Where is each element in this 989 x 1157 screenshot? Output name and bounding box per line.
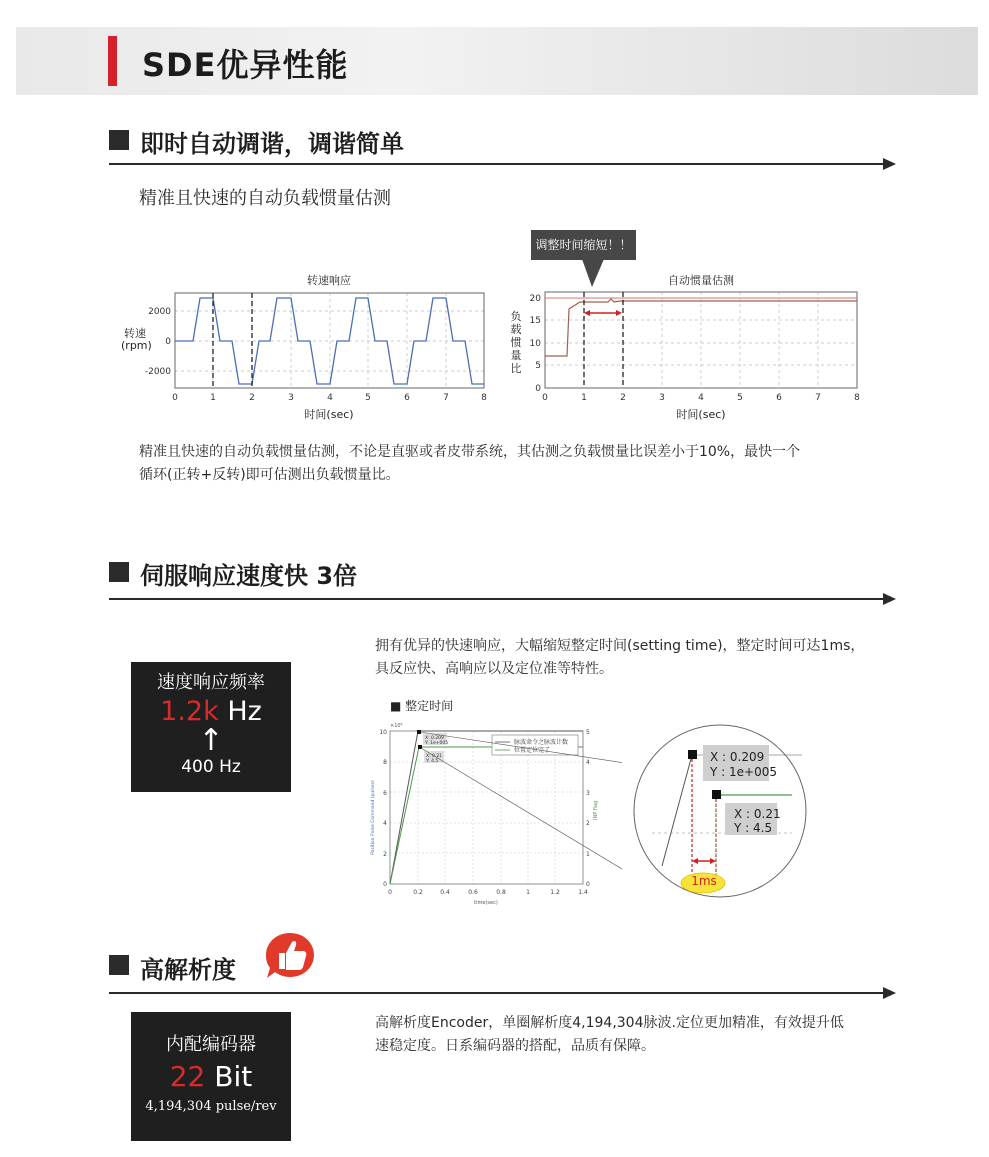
- small-xtick: 0: [388, 889, 392, 896]
- chart-settling-time: [362, 715, 622, 915]
- section1-divider: [109, 163, 885, 165]
- small-callout1-y: Y: 1e+005: [425, 741, 449, 746]
- encoder-box: [131, 1012, 291, 1141]
- encoder-box-value: 22: [169, 1060, 206, 1093]
- small-y2tick: 2: [586, 820, 590, 827]
- encoder-box-sub: 4,194,304 pulse/rev: [145, 1099, 277, 1114]
- zoom-p2-y: Y : 4.5: [734, 821, 773, 835]
- header-accent-bar: [108, 36, 117, 86]
- chart-right-ytick: 15: [529, 316, 541, 326]
- speed-box-unit: Hz: [227, 696, 262, 727]
- small-ytick: 8: [383, 759, 387, 766]
- small-xtick: 1.2: [550, 889, 560, 896]
- chart-right-ylabel: 负载惯量比: [510, 310, 522, 375]
- chart-left-xtick: 2: [249, 393, 255, 403]
- section1-title: 即时自动调谐，调谐简单: [140, 130, 404, 158]
- section1-arrow-icon: [883, 158, 896, 170]
- chart-left-ytick: -2000: [144, 367, 171, 377]
- small-y2tick: 3: [586, 790, 590, 797]
- chart-right-ytick: 0: [535, 384, 541, 394]
- chart-right-ytick: 5: [535, 361, 541, 371]
- small-ytick: 0: [383, 881, 387, 888]
- chart-right-xlabel: 时间(sec): [676, 408, 726, 421]
- speed-box-value: 1.2k: [160, 696, 219, 727]
- small-ytick: 6: [383, 790, 387, 797]
- section1-desc-line2: 循环(正转+反转)即可估测出负载惯量比。: [139, 467, 400, 483]
- small-xtick: 0.8: [496, 889, 506, 896]
- chart-speed-response: [140, 288, 500, 408]
- chart-left-xlabel: 时间(sec): [304, 408, 354, 421]
- speed-response-box: [131, 662, 291, 792]
- chart-left-ytick: 2000: [148, 307, 171, 317]
- small-callout2-x: X: 0.21: [426, 754, 443, 759]
- chart-left-title: 转速响应: [307, 274, 351, 287]
- settling-figure-title: ■ 整定时间: [390, 699, 454, 713]
- chart-right-xtick: 4: [698, 393, 704, 403]
- zoom-p1-label: [710, 750, 777, 780]
- speed-box-base: 400 Hz: [181, 757, 241, 777]
- small-ytick: 10: [379, 729, 387, 736]
- chart-right-xtick: 7: [815, 393, 821, 403]
- chart-left-xtick: 3: [288, 393, 294, 403]
- small-xlabel: time(sec): [474, 900, 498, 906]
- chart-inertia-estimate: [520, 288, 870, 408]
- small-ylabel-left: Position Pulse Command (pulses): [371, 780, 376, 855]
- section2-arrow-icon: [883, 593, 896, 605]
- chart-left-xtick: 7: [443, 393, 449, 403]
- small-y2tick: 4: [586, 759, 590, 766]
- chart-right-xtick: 5: [737, 393, 743, 403]
- thumbs-up-icon: [264, 931, 316, 981]
- section2-title: 伺服响应速度快 3倍: [140, 562, 358, 590]
- section3-divider: [109, 992, 885, 994]
- chart-left-xtick: 6: [404, 393, 410, 403]
- section2-divider: [109, 598, 885, 600]
- small-xtick: 1: [526, 889, 530, 896]
- chart-right-xtick: 1: [581, 393, 587, 403]
- chart-right-xtick: 0: [542, 393, 548, 403]
- chart-left-xtick: 1: [210, 393, 216, 403]
- chart-left-ytick: 0: [165, 337, 171, 347]
- small-legend1: 脉波命令之脉波计数: [514, 739, 569, 746]
- zoom-1ms-badge: 1ms: [691, 874, 717, 888]
- small-y2tick: 0: [586, 881, 590, 888]
- small-y2tick: 1: [586, 851, 590, 858]
- small-xtick: 1.4: [578, 889, 588, 896]
- section3-square-icon: [109, 955, 129, 975]
- small-callout2-y: Y: 4.5: [426, 759, 439, 764]
- chart-left-xtick: 5: [365, 393, 371, 403]
- zoom-p1-x: X : 0.209: [710, 750, 765, 764]
- chart-right-xtick: 2: [620, 393, 626, 403]
- chart-right-xtick: 8: [854, 393, 860, 403]
- section1-subtitle: 精准且快速的自动负载惯量估测: [139, 188, 391, 209]
- section2-square-icon: [109, 562, 129, 582]
- section3-desc-line2: 速稳定度。日系编码器的搭配，品质有保障。: [375, 1038, 655, 1054]
- chart-right-title: 自动惯量估测: [668, 274, 734, 287]
- small-y2tick: 5: [586, 729, 590, 736]
- section2-desc-line1: 拥有优异的快速响应，大幅缩短整定时间(setting time)，整定时间可达1ms，: [375, 638, 865, 654]
- page-title: SDE优异性能: [142, 46, 349, 84]
- chart-right-xtick: 6: [776, 393, 782, 403]
- section3-arrow-icon: [883, 987, 896, 999]
- small-exp-label: ×10⁵: [390, 723, 403, 729]
- zoom-p2-label: [734, 807, 781, 835]
- zoom-p2-x: X : 0.21: [734, 807, 781, 821]
- chart-right-ytick: 10: [529, 339, 541, 349]
- small-legend2: 位置定位完了: [514, 747, 551, 754]
- small-ytick: 4: [383, 820, 387, 827]
- small-ytick: 2: [383, 851, 387, 858]
- chart-left-xtick: 4: [327, 393, 333, 403]
- small-xtick: 0.6: [468, 889, 478, 896]
- speed-box-label: 速度响应频率: [157, 672, 265, 693]
- chart-left-ylabel: 转速(rpm): [121, 327, 152, 352]
- chart-left-xtick: 0: [172, 393, 178, 403]
- small-xtick: 0.4: [440, 889, 450, 896]
- chart-left-xtick: 8: [481, 393, 487, 403]
- small-callout1-x: X: 0.209: [425, 736, 444, 741]
- chart-right-ytick: 20: [529, 294, 541, 304]
- section2-desc-line2: 具反应快、高响应以及定位准等特性。: [375, 661, 613, 677]
- chart-right-xtick: 3: [659, 393, 665, 403]
- callout-bubble: 调整时间缩短！！: [531, 230, 636, 260]
- section3-desc-line1: 高解析度Encoder，单圈解析度4,194,304脉波.定位更加精准，有效提升低: [375, 1015, 844, 1031]
- section1-desc-line1: 精准且快速的自动负载惯量估测，不论是直驱或者皮带系统，其估测之负载惯量比误差小于10%，最快一个: [139, 444, 801, 460]
- section3-title: 高解析度: [140, 956, 236, 984]
- zoom-p1-y: Y : 1e+005: [710, 765, 777, 779]
- small-xtick: 0.2: [413, 889, 423, 896]
- section1-square-icon: [109, 130, 129, 150]
- small-ylabel-right: INP flag: [593, 800, 599, 820]
- up-arrow-icon: ↑: [198, 723, 224, 758]
- encoder-box-unit: Bit: [214, 1060, 253, 1093]
- encoder-box-label: 内配编码器: [166, 1034, 256, 1055]
